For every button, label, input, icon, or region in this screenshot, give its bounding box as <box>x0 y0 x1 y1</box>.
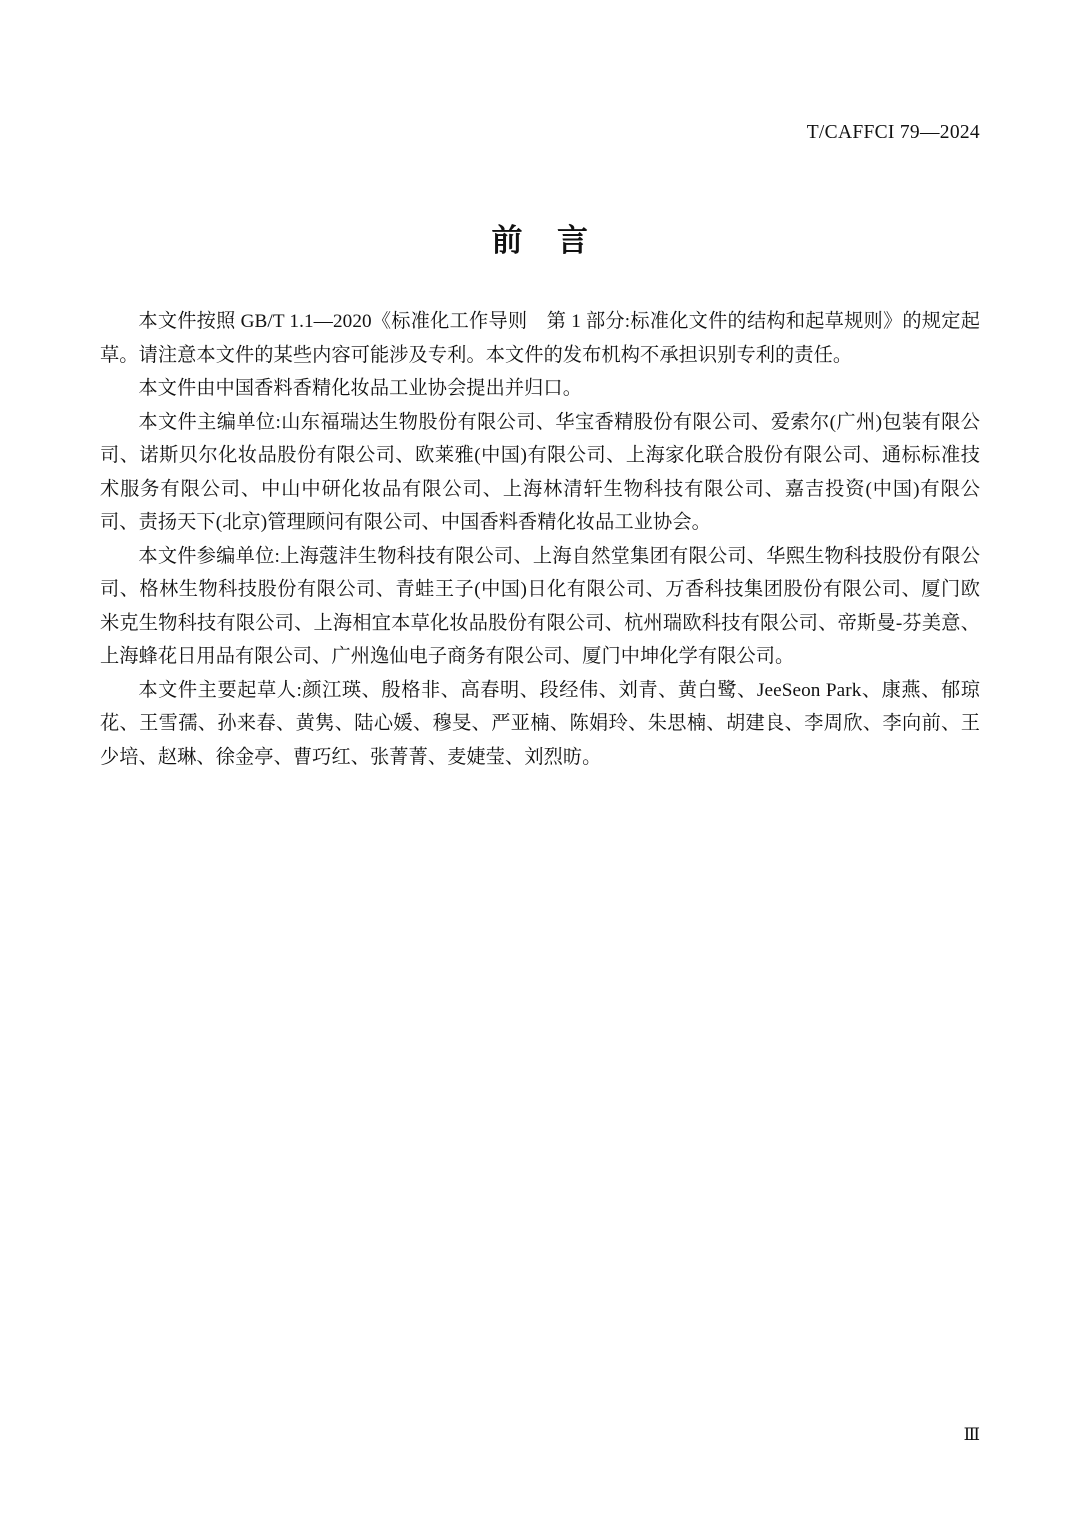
foreword-paragraph: 本文件参编单位:上海蔻沣生物科技有限公司、上海自然堂集团有限公司、华熙生物科技股份有限公司、格林生物科技股份有限公司、青蛙王子(中国)日化有限公司、万香科技集团股份有限公司、厦门欧米克生物科技有限公司、上海相宜本草化妆品股份有限公司、杭州瑞欧科技有限公司、帝斯曼-芬美意、上海蜂花日用品有限公司、广州逸仙电子商务有限公司、厦门中坤化学有限公司。 <box>100 545 980 667</box>
foreword-paragraph: 本文件主要起草人:颜江瑛、殷格非、高春明、段经伟、刘青、黄白鹭、JeeSeon Park、康燕、郁琼花、王雪孺、孙来春、黄隽、陆心媛、穆旻、严亚楠、陈娟玲、朱思楠、胡建良、李周欣、李向前、王少培、赵琳、徐金亭、曹巧红、张菁菁、麦婕莹、刘烈昉。 <box>100 679 980 768</box>
standard-code-header: T/CAFFCI 79—2024 <box>806 122 980 143</box>
foreword-paragraph: 本文件由中国香料香精化妆品工业协会提出并归口。 <box>138 378 583 399</box>
page-title-char-2: 言 <box>557 223 589 258</box>
page-title-char-1: 前 <box>491 223 523 258</box>
foreword-paragraph: 本文件主编单位:山东福瑞达生物股份有限公司、华宝香精股份有限公司、爱索尔(广州)包装有限公司、诺斯贝尔化妆品股份有限公司、欧莱雅(中国)有限公司、上海家化联合股份有限公司、通标标准技术服务有限公司、中山中研化妆品有限公司、上海林清轩生物科技有限公司、嘉吉投资(中国)有限公司、责扬天下(北京)管理顾问有限公司、中国香料香精化妆品工业协会。 <box>100 411 980 533</box>
page-number: Ⅲ <box>963 1425 980 1444</box>
foreword-paragraph: 本文件按照 GB/T 1.1—2020《标准化工作导则 第 1 部分:标准化文件的结构和起草规则》的规定起草。请注意本文件的某些内容可能涉及专利。本文件的发布机构不承担识别专利的责任。 <box>100 311 980 366</box>
page-title <box>0 215 1080 260</box>
foreword-body <box>100 305 980 774</box>
